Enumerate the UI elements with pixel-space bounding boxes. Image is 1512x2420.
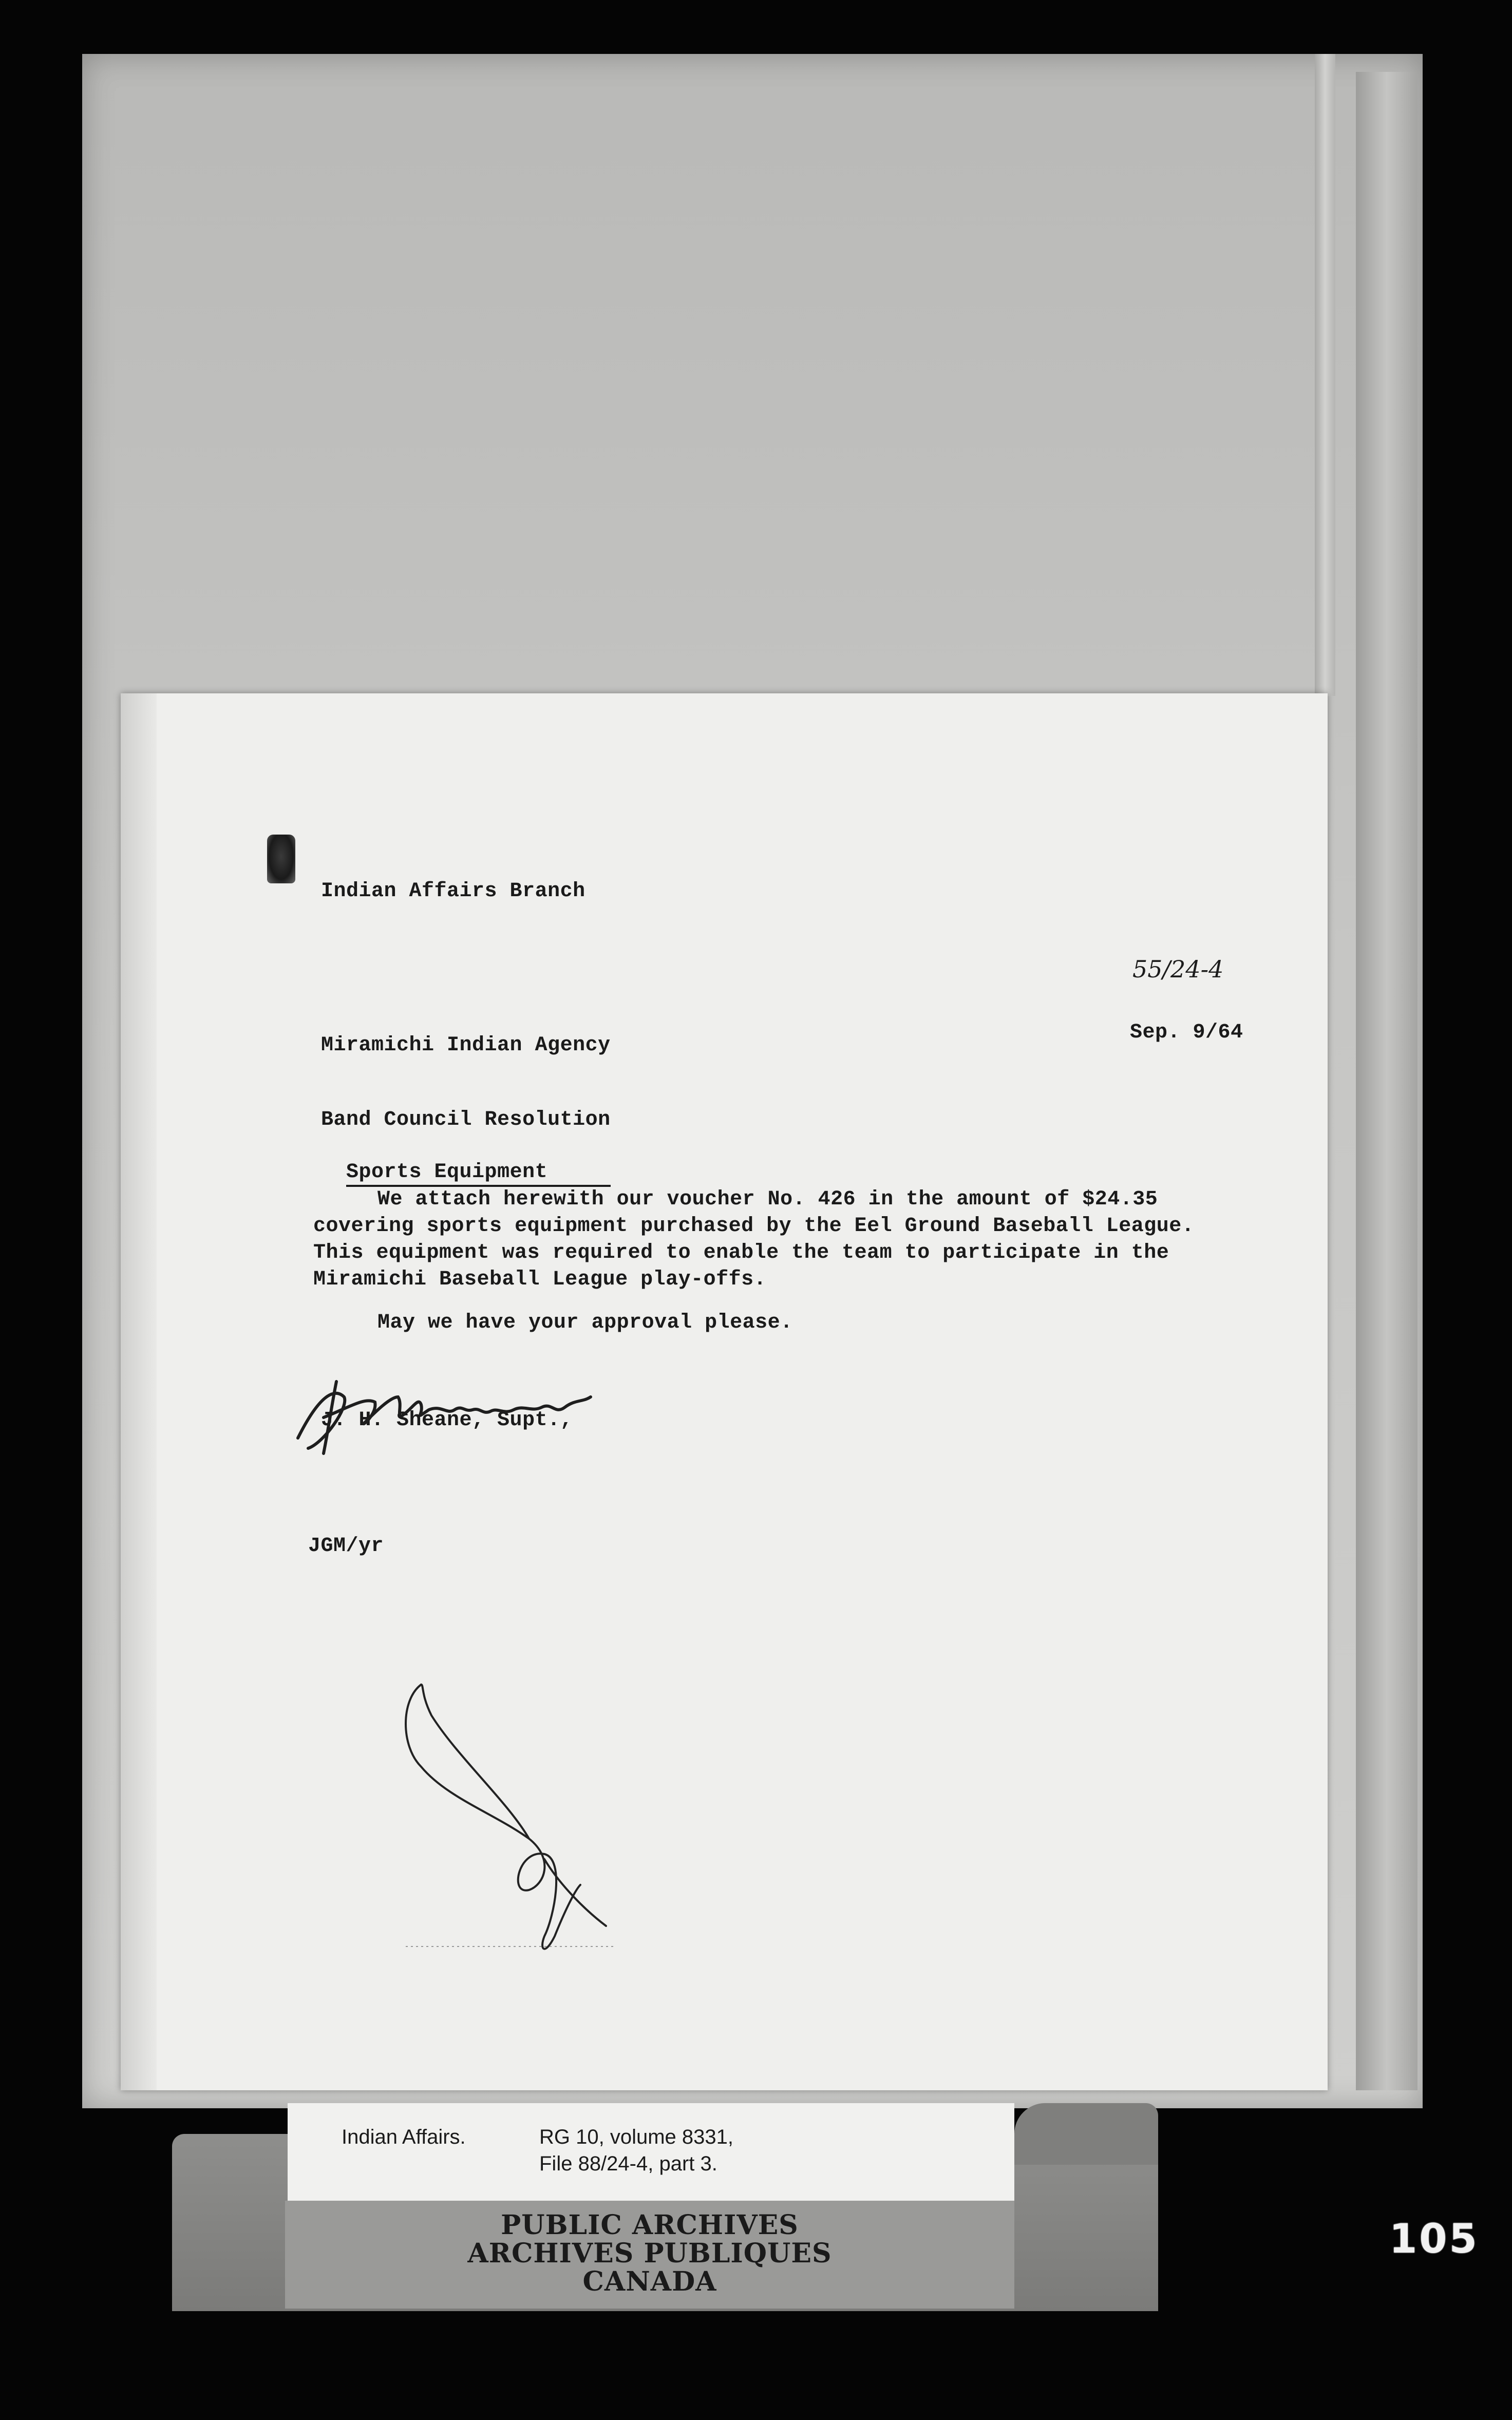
label-department: Indian Affairs. xyxy=(342,2126,466,2148)
body-line: Miramichi Baseball League play-offs. xyxy=(313,1268,767,1291)
approval-request: May we have your approval please. xyxy=(377,1311,793,1334)
branch-heading: Indian Affairs Branch xyxy=(321,880,585,903)
label-record-group: RG 10, volume 8331, xyxy=(539,2126,733,2148)
body-line: We attach herewith our voucher No. 426 in the amount of $24.35 xyxy=(377,1188,1158,1211)
subject-line-underlined xyxy=(321,1132,611,1186)
subject-text: Sports Equipment xyxy=(346,1161,547,1187)
paper-clip-mark xyxy=(267,835,295,883)
archives-plate-tab xyxy=(1014,2103,1158,2165)
backing-edge-strip xyxy=(1356,72,1418,2090)
microfilm-frame-number: 105 xyxy=(1389,2216,1479,2262)
agency-name: Miramichi Indian Agency xyxy=(321,1034,611,1057)
label-file-number: File 88/24-4, part 3. xyxy=(539,2152,717,2175)
body-line: covering sports equipment purchased by the Eel Ground Baseball League. xyxy=(313,1215,1195,1238)
signatory-name: J. H. Sheane, Supt., xyxy=(321,1409,573,1432)
archives-title-fr: ARCHIVES PUBLIQUES xyxy=(467,2238,832,2269)
subject-line: Band Council Resolution xyxy=(321,1108,611,1131)
backing-sheet-fold xyxy=(1315,54,1335,696)
typist-initials: JGM/yr xyxy=(308,1535,384,1558)
body-line: This equipment was required to enable the team to participate in the xyxy=(313,1241,1169,1264)
approval-signature-mark xyxy=(390,1669,627,1977)
letter-page-edge xyxy=(121,693,157,2090)
letter-date: Sep. 9/64 xyxy=(1130,1021,1243,1044)
handwritten-signature-hennigar xyxy=(288,1366,606,1459)
file-reference: 55/24-4 xyxy=(1132,955,1224,983)
archives-country: CANADA xyxy=(582,2266,717,2297)
archives-title-en: PUBLIC ARCHIVES xyxy=(501,2209,799,2241)
subject-underline-tail xyxy=(547,1161,611,1187)
